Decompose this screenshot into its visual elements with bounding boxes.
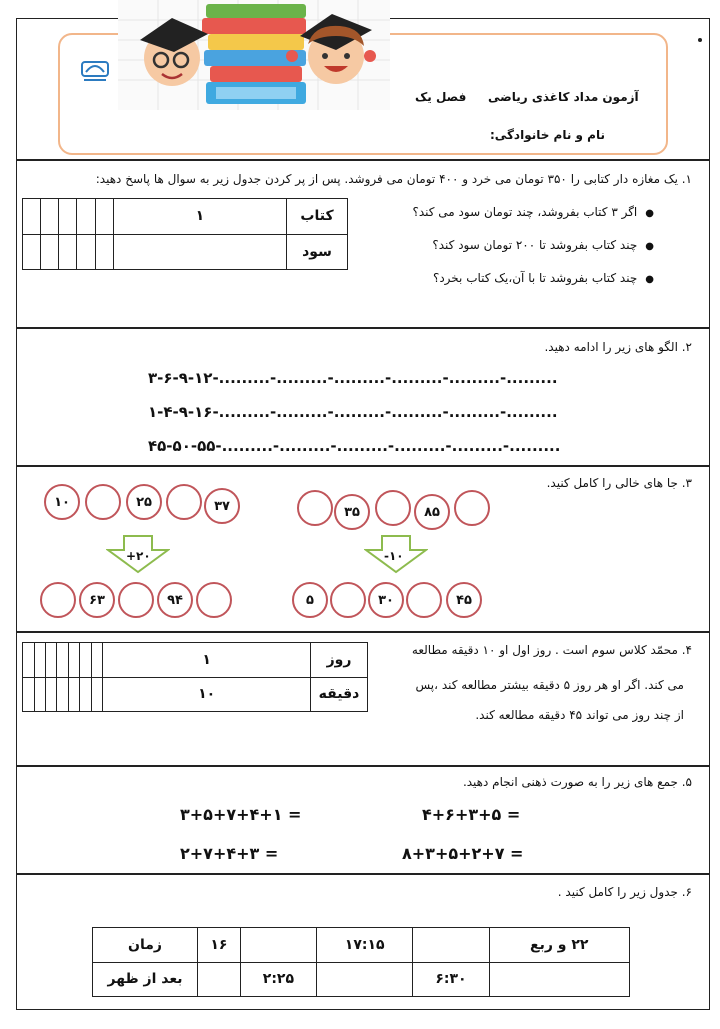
table-cell[interactable] [23, 643, 35, 678]
table-cell: ۱۰ [103, 677, 311, 712]
circle-right-top-2: ۳۵ [334, 494, 370, 530]
pattern-3: ۴۵-۵۰-۵۵-.........-.........-.........-.........-.........-......... [148, 437, 561, 455]
time-cell: ۲۲ و ربع [489, 928, 629, 963]
table-cell[interactable] [41, 199, 59, 235]
table-cell[interactable] [91, 643, 102, 678]
chapter-label: فصل یک [415, 90, 467, 104]
question-4-line-3: از چند روز می تواند ۴۵ دقیقه مطالعه کند. [475, 708, 684, 722]
question-4-line-1: ۴. محمّد کلاس سوم است . روز اول او ۱۰ دقیقه مطالعه [411, 643, 692, 657]
table-cell[interactable] [23, 677, 35, 712]
days-minutes-table [22, 642, 368, 712]
pattern-2: ۱-۴-۹-۱۶-.........-.........-.........-.........-.........-......... [148, 403, 558, 421]
table-cell[interactable] [57, 677, 68, 712]
circle-left-top-1: ۱۰ [44, 484, 80, 520]
table-cell: ۱ [103, 643, 311, 678]
question-1-bullet-1: ● اگر ۳ کتاب بفروشد، چند تومان سود می کند؟ [412, 205, 654, 219]
question-1-bullet-2: ● چند کتاب بفروشد تا ۲۰۰ تومان سود کند؟ [432, 238, 654, 252]
circle-left-bottom-4: ۹۴ [157, 582, 193, 618]
circle-right-bottom-5: ۴۵ [446, 582, 482, 618]
time-cell[interactable] [240, 928, 316, 963]
books-profit-table [22, 198, 348, 270]
question-2-text: ۲. الگو های زیر را ادامه دهید. [544, 340, 692, 354]
table-row-label-time: زمان [93, 928, 198, 963]
time-cell[interactable] [413, 928, 489, 963]
table-cell[interactable] [59, 234, 77, 270]
question-1-text: ۱. یک مغازه دار کتابی را ۳۵۰ تومان می خرد و ۴۰۰ تومان می فروشد. پس از پر کردن جدول زیر به سوال ها پاسخ دهید: [95, 172, 692, 186]
circle-right-bottom-1: ۵ [292, 582, 328, 618]
circle-right-bottom-2[interactable] [330, 582, 366, 618]
question-1-bullet-3: ● چند کتاب بفروشد تا با آن،یک کتاب بخرد؟ [433, 271, 654, 285]
time-cell: ۲:۲۵ [240, 962, 316, 997]
circle-left-top-2[interactable] [85, 484, 121, 520]
table-cell[interactable] [34, 677, 45, 712]
circle-left-top-4[interactable] [166, 484, 202, 520]
question-6-text: ۶. جدول زیر را کامل کنید . [557, 885, 692, 899]
sum-1: ۳+۵+۷+۴+۱ = [180, 805, 302, 824]
table-cell[interactable] [95, 199, 113, 235]
question-3-text: ۳. جا های خالی را کامل کنید. [546, 476, 692, 490]
time-cell[interactable] [489, 962, 629, 997]
circle-left-bottom-2: ۶۳ [79, 582, 115, 618]
table-row-label-books: کتاب [287, 199, 348, 235]
operation-label-right: -۱۰ [384, 549, 404, 563]
name-label: نام و نام خانوادگی: [490, 128, 605, 142]
circle-right-top-1[interactable] [297, 490, 333, 526]
exam-title: آزمون مداد کاغذی ریاضی [488, 90, 639, 104]
time-cell: ۱۶ [198, 928, 241, 963]
circle-left-top-3: ۲۵ [126, 484, 162, 520]
pattern-1: ۳-۶-۹-۱۲-.........-.........-.........-.........-.........-......... [148, 369, 558, 387]
circle-left-top-5: ۳۷ [204, 488, 240, 524]
table-cell[interactable] [34, 643, 45, 678]
table-row-label-profit: سود [287, 234, 348, 270]
table-cell[interactable] [80, 677, 91, 712]
table-cell[interactable] [23, 234, 41, 270]
circle-right-bottom-3: ۳۰ [368, 582, 404, 618]
question-5-text: ۵. جمع های زیر را به صورت ذهنی انجام دهید. [462, 775, 692, 789]
time-cell: ۶:۳۰ [413, 962, 489, 997]
table-cell[interactable] [68, 677, 79, 712]
table-cell[interactable] [77, 199, 95, 235]
table-row-label-days: روز [311, 643, 368, 678]
time-table [92, 927, 630, 997]
circle-left-bottom-5[interactable] [196, 582, 232, 618]
table-row-label-minutes: دقیقه [311, 677, 368, 712]
sum-2: ۴+۶+۳+۵ = [422, 805, 521, 824]
table-cell[interactable] [95, 234, 113, 270]
table-cell: ۱ [113, 199, 286, 235]
table-cell[interactable] [46, 677, 57, 712]
circle-right-top-3[interactable] [375, 490, 411, 526]
table-cell[interactable] [41, 234, 59, 270]
circle-right-bottom-4[interactable] [406, 582, 442, 618]
publisher-logo [80, 58, 110, 84]
time-cell[interactable] [316, 962, 412, 997]
table-cell[interactable] [91, 677, 102, 712]
circle-left-bottom-1[interactable] [40, 582, 76, 618]
table-row-label-afternoon: بعد از ظهر [93, 962, 198, 997]
kids-books-illustration [118, 0, 390, 110]
sum-4: ۸+۳+۵+۲+۷ = [402, 844, 524, 863]
table-cell[interactable] [23, 199, 41, 235]
table-cell[interactable] [68, 643, 79, 678]
question-4-line-2: می کند. اگر او هر روز ۵ دقیقه بیشتر مطالعه کند ،پس [415, 678, 684, 692]
circle-left-bottom-3[interactable] [118, 582, 154, 618]
operation-label-left: +۲۰ [126, 549, 151, 563]
table-cell[interactable] [77, 234, 95, 270]
dot-mark [698, 38, 702, 42]
table-cell[interactable] [113, 234, 286, 270]
table-cell[interactable] [59, 199, 77, 235]
time-cell[interactable] [198, 962, 241, 997]
circle-right-top-4: ۸۵ [414, 494, 450, 530]
circle-right-top-5[interactable] [454, 490, 490, 526]
table-cell[interactable] [57, 643, 68, 678]
sum-3: ۲+۷+۴+۳ = [180, 844, 279, 863]
time-cell: ۱۷:۱۵ [316, 928, 412, 963]
table-cell[interactable] [46, 643, 57, 678]
table-cell[interactable] [80, 643, 91, 678]
